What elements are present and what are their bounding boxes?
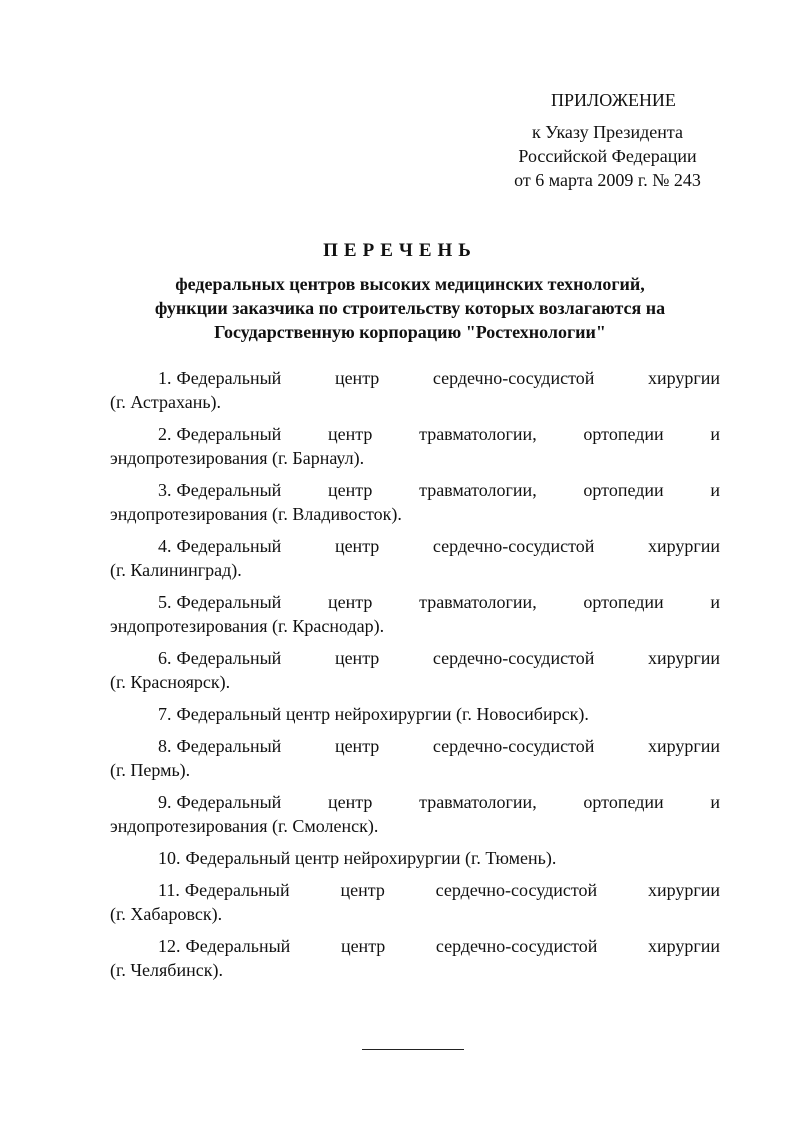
list-item-first-line — [110, 702, 720, 726]
item-word: сердечно-сосудистой — [432, 648, 595, 668]
list-item-continuation: эндопротезирования (г. Барнаул). — [110, 448, 365, 468]
item-word: ортопедии — [583, 480, 664, 500]
item-number: 9. — [158, 792, 172, 812]
list-item-first-line — [110, 478, 720, 502]
appendix-line: к Указу Президента — [532, 122, 683, 142]
list-item-continuation: (г. Хабаровск). — [110, 904, 223, 924]
item-number: 1. — [158, 368, 172, 388]
item-word: центр — [334, 736, 380, 756]
item-word: Федеральный — [184, 880, 290, 900]
item-word: Федеральный — [176, 424, 282, 444]
list-item-first-line — [110, 646, 720, 670]
item-word: и — [710, 792, 720, 812]
list-item — [110, 534, 720, 582]
list-item — [110, 422, 720, 470]
item-number: 8. — [158, 736, 172, 756]
item-number: 4. — [158, 536, 172, 556]
item-word: центр — [328, 792, 373, 812]
list-item — [110, 878, 720, 926]
list-item — [110, 478, 720, 526]
item-word: Федеральный — [176, 592, 282, 612]
list-item-first-line — [110, 846, 720, 870]
item-word: центр — [334, 536, 380, 556]
item-word: Федеральный — [176, 368, 282, 388]
item-word: ортопедии — [583, 424, 664, 444]
item-word: хирургии — [647, 368, 720, 388]
item-word: сердечно-сосудистой — [435, 880, 598, 900]
item-word: ортопедии — [583, 592, 664, 612]
list-item-first-line — [110, 590, 720, 614]
list-item — [110, 366, 720, 414]
item-text: Федеральный центр нейрохирургии (г. Новосибирск). — [176, 704, 589, 724]
list-item-continuation: (г. Астрахань). — [110, 392, 222, 412]
item-word: Федеральный — [176, 480, 282, 500]
list-item-first-line — [110, 366, 720, 390]
item-word: ортопедии — [583, 792, 664, 812]
item-lead — [158, 590, 281, 614]
list-item-first-line — [110, 734, 720, 758]
item-word: сердечно-сосудистой — [432, 536, 595, 556]
item-number: 10. — [158, 848, 181, 868]
list-item-first-line — [110, 934, 720, 958]
list-item — [110, 646, 720, 694]
list-item-first-line — [110, 878, 720, 902]
item-word: и — [710, 480, 720, 500]
subtitle-line: Государственную корпорацию "Ростехнологии" — [214, 322, 606, 342]
item-lead — [158, 934, 290, 958]
item-lead — [158, 878, 290, 902]
document-title: ПЕРЕЧЕНЬ — [323, 240, 477, 261]
list-item-continuation: эндопротезирования (г. Краснодар). — [110, 616, 385, 636]
item-number: 2. — [158, 424, 172, 444]
item-word: центр — [328, 592, 373, 612]
list-item-continuation: эндопротезирования (г. Смоленск). — [110, 816, 379, 836]
item-word: хирургии — [647, 648, 720, 668]
item-lead — [158, 534, 281, 558]
item-word: травматологии, — [419, 424, 537, 444]
list-item-continuation: (г. Красноярск). — [110, 672, 231, 692]
item-word: Федеральный — [176, 736, 282, 756]
item-lead — [158, 422, 281, 446]
list-item-first-line — [110, 422, 720, 446]
item-word: центр — [334, 648, 380, 668]
item-word: Федеральный — [185, 936, 291, 956]
item-word: травматологии, — [419, 792, 537, 812]
list-item-continuation: (г. Калининград). — [110, 560, 242, 580]
item-word: хирургии — [647, 536, 720, 556]
item-number: 3. — [158, 480, 172, 500]
list-item — [110, 590, 720, 638]
item-word: травматологии, — [419, 480, 537, 500]
item-number: 7. — [158, 704, 172, 724]
list-item-first-line — [110, 790, 720, 814]
item-word: сердечно-сосудистой — [432, 368, 595, 388]
item-word: центр — [340, 880, 385, 900]
item-lead — [158, 790, 281, 814]
item-word: и — [710, 424, 720, 444]
list-item-continuation: (г. Челябинск). — [110, 960, 223, 980]
item-word: Федеральный — [176, 536, 282, 556]
list-item-continuation: эндопротезирования (г. Владивосток). — [110, 504, 402, 524]
item-number: 11. — [158, 880, 180, 900]
item-word: хирургии — [647, 880, 720, 900]
centers-list — [110, 366, 720, 990]
item-text: Федеральный центр нейрохирургии (г. Тюмень). — [185, 848, 557, 868]
item-number: 12. — [158, 936, 181, 956]
item-word: Федеральный — [176, 792, 282, 812]
item-word: и — [710, 592, 720, 612]
item-word: центр — [328, 480, 373, 500]
appendix-block — [480, 88, 735, 192]
subtitle-line: федеральных центров высоких медицинских технологий, — [175, 274, 645, 294]
item-lead — [158, 646, 281, 670]
subtitle-line: функции заказчика по строительству которых возлагаются на — [154, 298, 666, 318]
list-item — [110, 790, 720, 838]
appendix-line: Российской Федерации — [518, 146, 697, 166]
item-lead — [158, 478, 281, 502]
list-item — [110, 934, 720, 982]
list-item — [110, 734, 720, 782]
appendix-heading: ПРИЛОЖЕНИЕ — [551, 90, 676, 110]
item-lead — [158, 366, 281, 390]
list-item-continuation: (г. Пермь). — [110, 760, 191, 780]
list-item — [110, 846, 720, 870]
item-word: хирургии — [647, 936, 720, 956]
item-word: центр — [328, 424, 373, 444]
item-word: центр — [334, 368, 380, 388]
item-word: сердечно-сосудистой — [432, 736, 595, 756]
document-subtitle — [90, 272, 730, 344]
item-word: сердечно-сосудистой — [435, 936, 598, 956]
separator-line — [362, 1049, 464, 1050]
list-item-first-line — [110, 534, 720, 558]
item-word: Федеральный — [176, 648, 282, 668]
item-lead — [158, 734, 281, 758]
item-word: травматологии, — [419, 592, 537, 612]
item-number: 5. — [158, 592, 172, 612]
appendix-line: от 6 марта 2009 г. № 243 — [514, 170, 701, 190]
item-word: хирургии — [647, 736, 720, 756]
item-number: 6. — [158, 648, 172, 668]
list-item — [110, 702, 720, 726]
item-word: центр — [340, 936, 386, 956]
